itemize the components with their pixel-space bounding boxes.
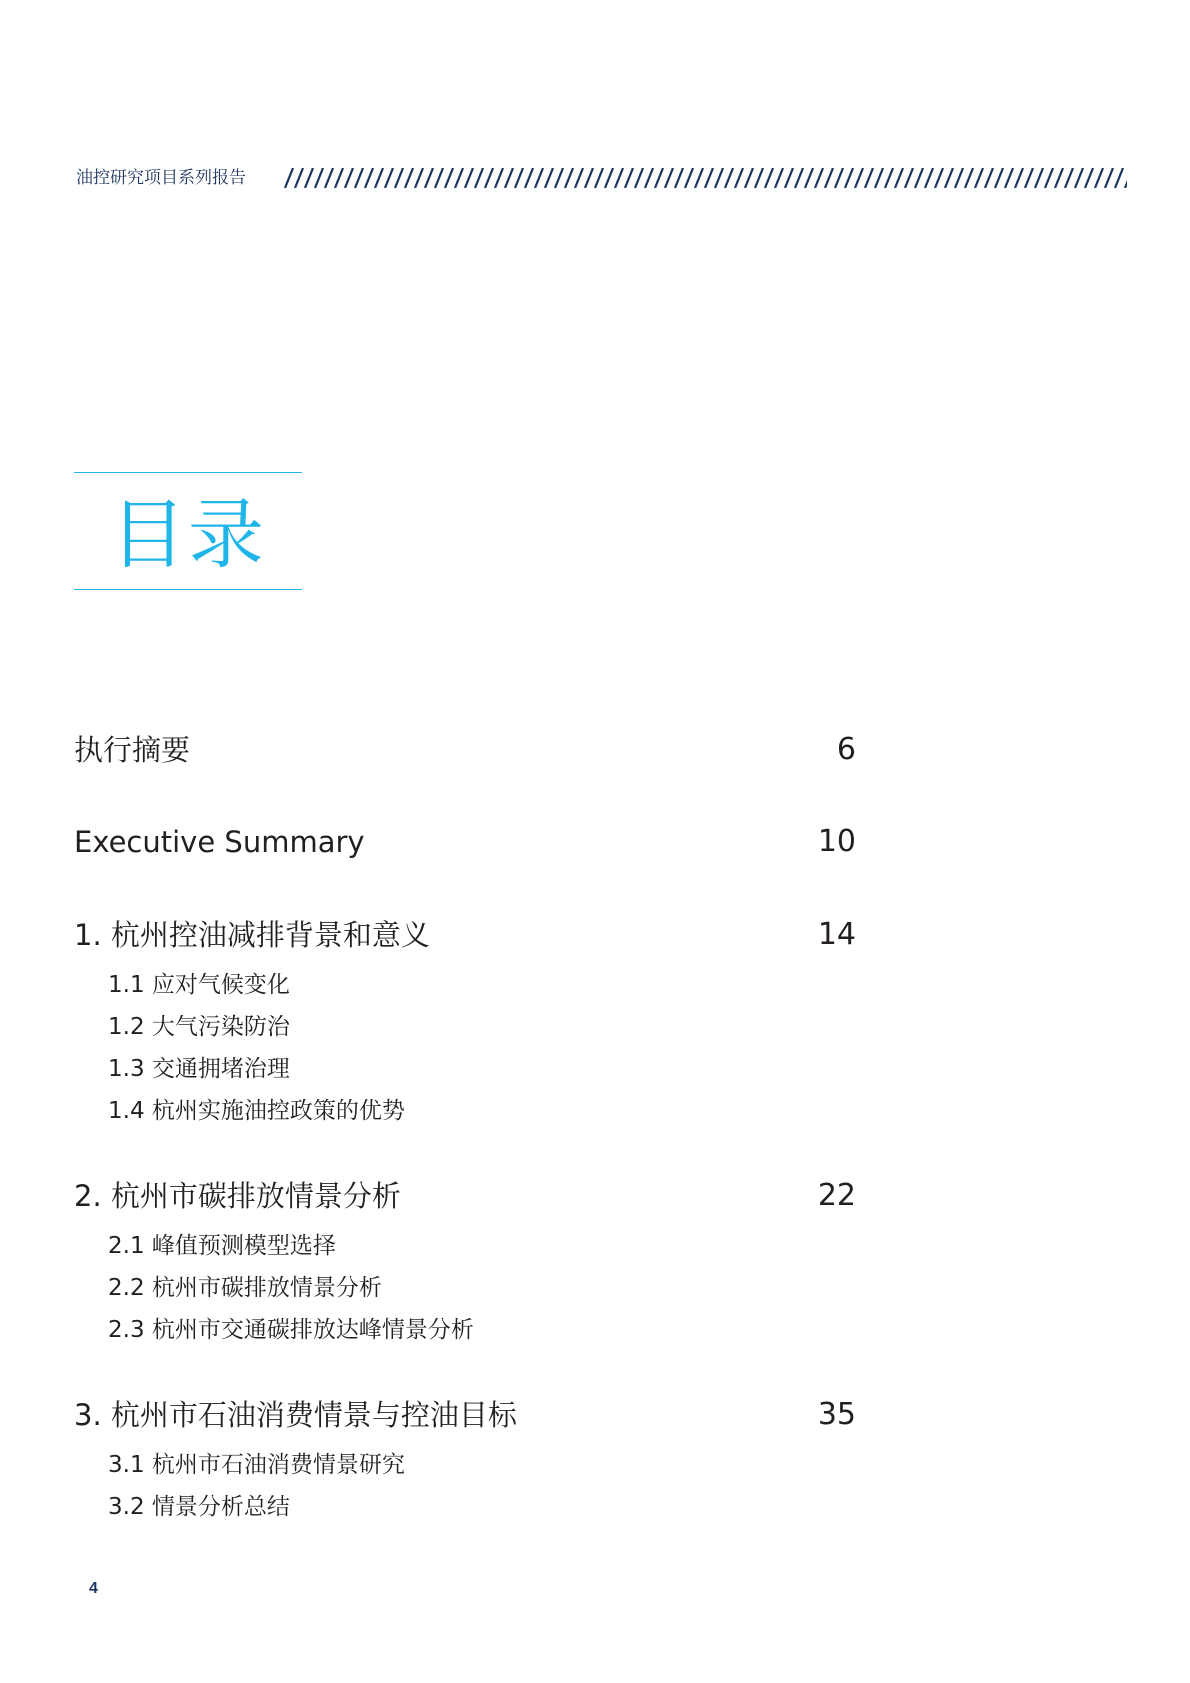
page-number: 4 xyxy=(89,1580,98,1597)
toc-subentry-3-1[interactable]: 3.1 杭州市石油消费情景研究 xyxy=(108,1452,405,1478)
toc-title: 目录 xyxy=(110,490,266,579)
toc-subentry-1-3[interactable]: 1.3 交通拥堵治理 xyxy=(108,1056,290,1082)
header-hatch-decoration xyxy=(284,168,1127,188)
toc-entry-label: 执行摘要 xyxy=(74,733,191,767)
toc-entry-executive-summary-cn[interactable] xyxy=(74,730,864,770)
toc-title-rule-top xyxy=(74,472,302,473)
toc-entry-chapter-1[interactable] xyxy=(74,915,864,955)
toc-entry-chapter-3[interactable] xyxy=(74,1395,864,1435)
toc-entry-executive-summary-en[interactable] xyxy=(74,822,864,862)
toc-entry-chapter-2[interactable] xyxy=(74,1176,864,1216)
toc-entry-label: 3. 杭州市石油消费情景与控油目标 xyxy=(74,1398,517,1432)
toc-subentry-2-2[interactable]: 2.2 杭州市碳排放情景分析 xyxy=(108,1275,382,1301)
toc-subentry-1-1[interactable]: 1.1 应对气候变化 xyxy=(108,972,290,998)
toc-entry-label: 2. 杭州市碳排放情景分析 xyxy=(74,1179,401,1213)
toc-entry-label: 1. 杭州控油减排背景和意义 xyxy=(74,918,430,952)
toc-title-rule-bottom xyxy=(74,589,302,590)
toc-subentry-3-2[interactable]: 3.2 情景分析总结 xyxy=(108,1494,290,1520)
toc-entry-label: Executive Summary xyxy=(74,825,365,859)
toc-subentry-2-3[interactable]: 2.3 杭州市交通碳排放达峰情景分析 xyxy=(108,1317,474,1343)
toc-subentry-2-1[interactable]: 2.1 峰值预测模型选择 xyxy=(108,1233,336,1259)
toc-entry-page: 6 xyxy=(836,732,856,767)
toc-entry-page: 10 xyxy=(817,824,856,859)
toc-entry-page: 14 xyxy=(817,917,856,952)
toc-entry-page: 35 xyxy=(817,1397,856,1432)
toc-subentry-1-2[interactable]: 1.2 大气污染防治 xyxy=(108,1014,290,1040)
report-series-label: 油控研究项目系列报告 xyxy=(76,168,246,188)
toc-entry-page: 22 xyxy=(817,1178,856,1213)
toc-subentry-1-4[interactable]: 1.4 杭州实施油控政策的优势 xyxy=(108,1098,405,1124)
